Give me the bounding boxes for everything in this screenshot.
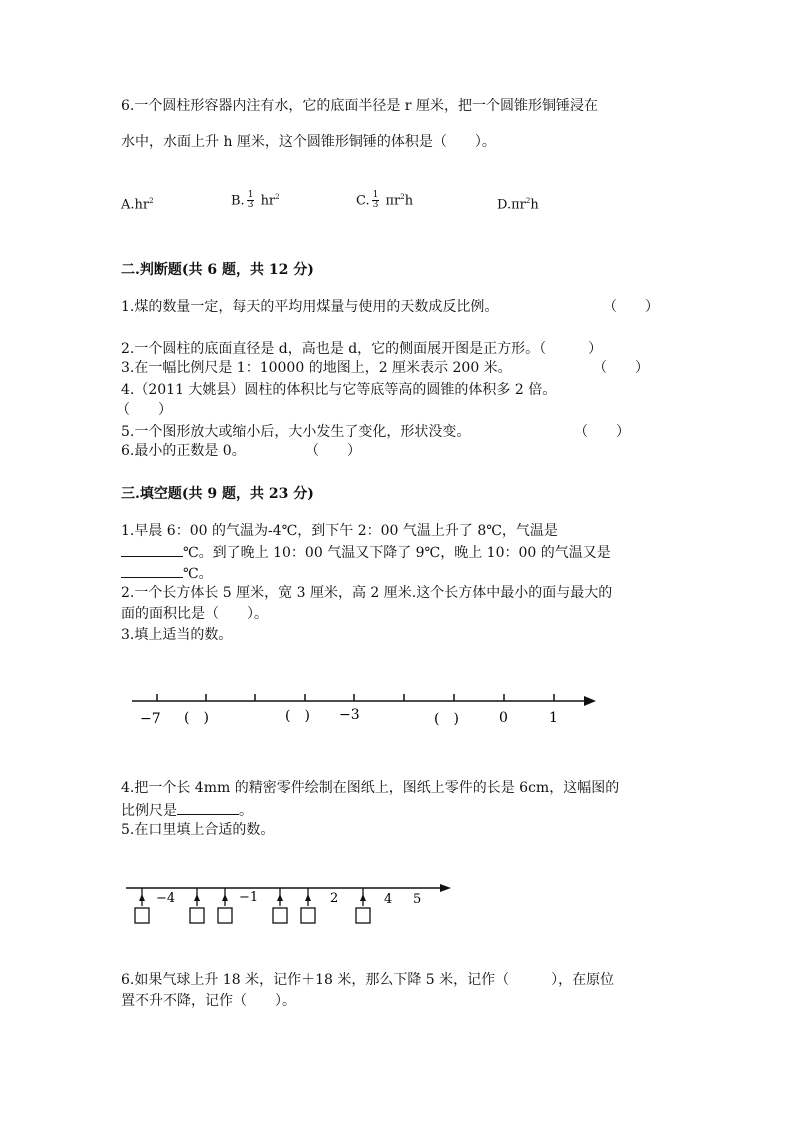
fill-q3: 3.填上适当的数。 — [121, 627, 233, 643]
tf-q1: 1.煤的数量一定，每天的平均用煤量与使用的天数成反比例。 — [121, 299, 499, 315]
tick-label: 1 — [549, 710, 558, 726]
axis-arrow — [584, 696, 596, 706]
tick-label: −3 — [339, 707, 360, 723]
fill-q1-line1: 1.早晨 6：00 的气温为-4℃，到下午 2：00 气温上升了 8℃，气温是 — [121, 523, 558, 539]
tf-q6-paren: （ ） — [305, 443, 361, 459]
axis-arrow — [440, 884, 451, 892]
tick-label: 2 — [330, 891, 339, 906]
tf-q4-paren: （ ） — [116, 402, 172, 418]
tf-q5: 5.一个图形放大或缩小后，大小发生了变化，形状没变。 — [121, 424, 471, 440]
answer-box[interactable] — [356, 908, 370, 923]
answer-box[interactable] — [218, 908, 232, 923]
number-line-2 — [120, 876, 460, 931]
tick-label: −4 — [156, 891, 176, 906]
section2-title: 二.判断题(共 6 题，共 12 分) — [121, 262, 314, 278]
tick-label: −7 — [140, 711, 161, 727]
tick-label: 0 — [499, 710, 508, 726]
tick-label-blank[interactable]: ( ) — [285, 708, 310, 724]
q6-stem-line2: 水中，水面上升 h 厘米，这个圆锥形铜锤的体积是（ ）。 — [121, 134, 496, 150]
fill-q2-line1: 2.一个长方体长 5 厘米，宽 3 厘米，高 2 厘米.这个长方体中最小的面与最大的 — [121, 585, 613, 601]
answer-blank[interactable] — [121, 563, 183, 578]
answer-boxes[interactable] — [135, 908, 370, 923]
answer-blank[interactable] — [121, 542, 183, 557]
tick-label: −1 — [239, 890, 259, 905]
fill-q4-line2: 比例尺是 。 — [121, 800, 253, 820]
tf-q1-paren: （ ） — [603, 299, 659, 315]
fill-q4-line1: 4.把一个长 4mm 的精密零件绘制在图纸上，图纸上零件的长是 6cm，这幅图的 — [121, 780, 620, 796]
tf-q3: 3.在一幅比例尺是 1：10000 的地图上，2 厘米表示 200 米。 — [121, 360, 512, 376]
answer-box[interactable] — [301, 908, 315, 923]
ticks — [157, 694, 554, 701]
fraction: $\frac{1}{3}$ — [247, 190, 254, 211]
tf-q6: 6.最小的正数是 0。 — [121, 443, 246, 459]
tf-q3-paren: （ ） — [593, 360, 649, 376]
q6-option-d: $D.\pi r^2h$ — [497, 197, 539, 213]
q6-option-a: $A.hr^2$ — [121, 197, 154, 213]
answer-box[interactable] — [135, 908, 149, 923]
answer-box[interactable] — [190, 908, 204, 923]
tf-q5-paren: （ ） — [574, 424, 630, 440]
tick-label-blank[interactable]: ( ) — [184, 710, 209, 726]
tick-label-blank[interactable]: ( ) — [434, 711, 459, 727]
answer-box[interactable] — [273, 908, 287, 923]
tick-label: 5 — [413, 892, 422, 907]
tf-q2: 2.一个圆柱的底面直径是 d，高也是 d，它的侧面展开图是正方形。（ ） — [121, 341, 603, 357]
fill-q2-line2: 面的面积比是（ ）。 — [121, 606, 268, 622]
q6-stem-line1: 6.一个圆柱形容器内注有水，它的底面半径是 r 厘米，把一个圆锥形铜锤浸在 — [121, 98, 598, 114]
fill-q6-line1: 6.如果气球上升 18 米，记作＋18 米，那么下降 5 米，记作（ ），在原位 — [121, 972, 615, 988]
fill-q1-line3: ℃。 — [121, 563, 213, 583]
fill-q6-line2: 置不升不降，记作（ ）。 — [121, 993, 296, 1009]
section3-title: 三.填空题(共 9 题，共 23 分) — [121, 486, 314, 502]
fill-q5: 5.在口里填上合适的数。 — [121, 822, 275, 838]
answer-blank[interactable] — [177, 800, 239, 815]
tick-label: 4 — [384, 892, 393, 907]
fill-q1-line2: ℃。到了晚上 10：00 气温又下降了 9℃，晚上 10：00 的气温又是 — [121, 542, 611, 562]
q6-option-b: B. $\frac{1}{3}$ $hr^2$ — [231, 190, 280, 211]
fraction: $\frac{1}{3}$ — [372, 190, 379, 211]
q6-option-c: C. $\frac{1}{3}$ $\pi r^2h$ — [356, 190, 414, 211]
number-line-1 — [120, 685, 610, 735]
tf-q4: 4.（2011 大姚县）圆柱的体积比与它等底等高的圆锥的体积多 2 倍。 — [121, 382, 557, 398]
